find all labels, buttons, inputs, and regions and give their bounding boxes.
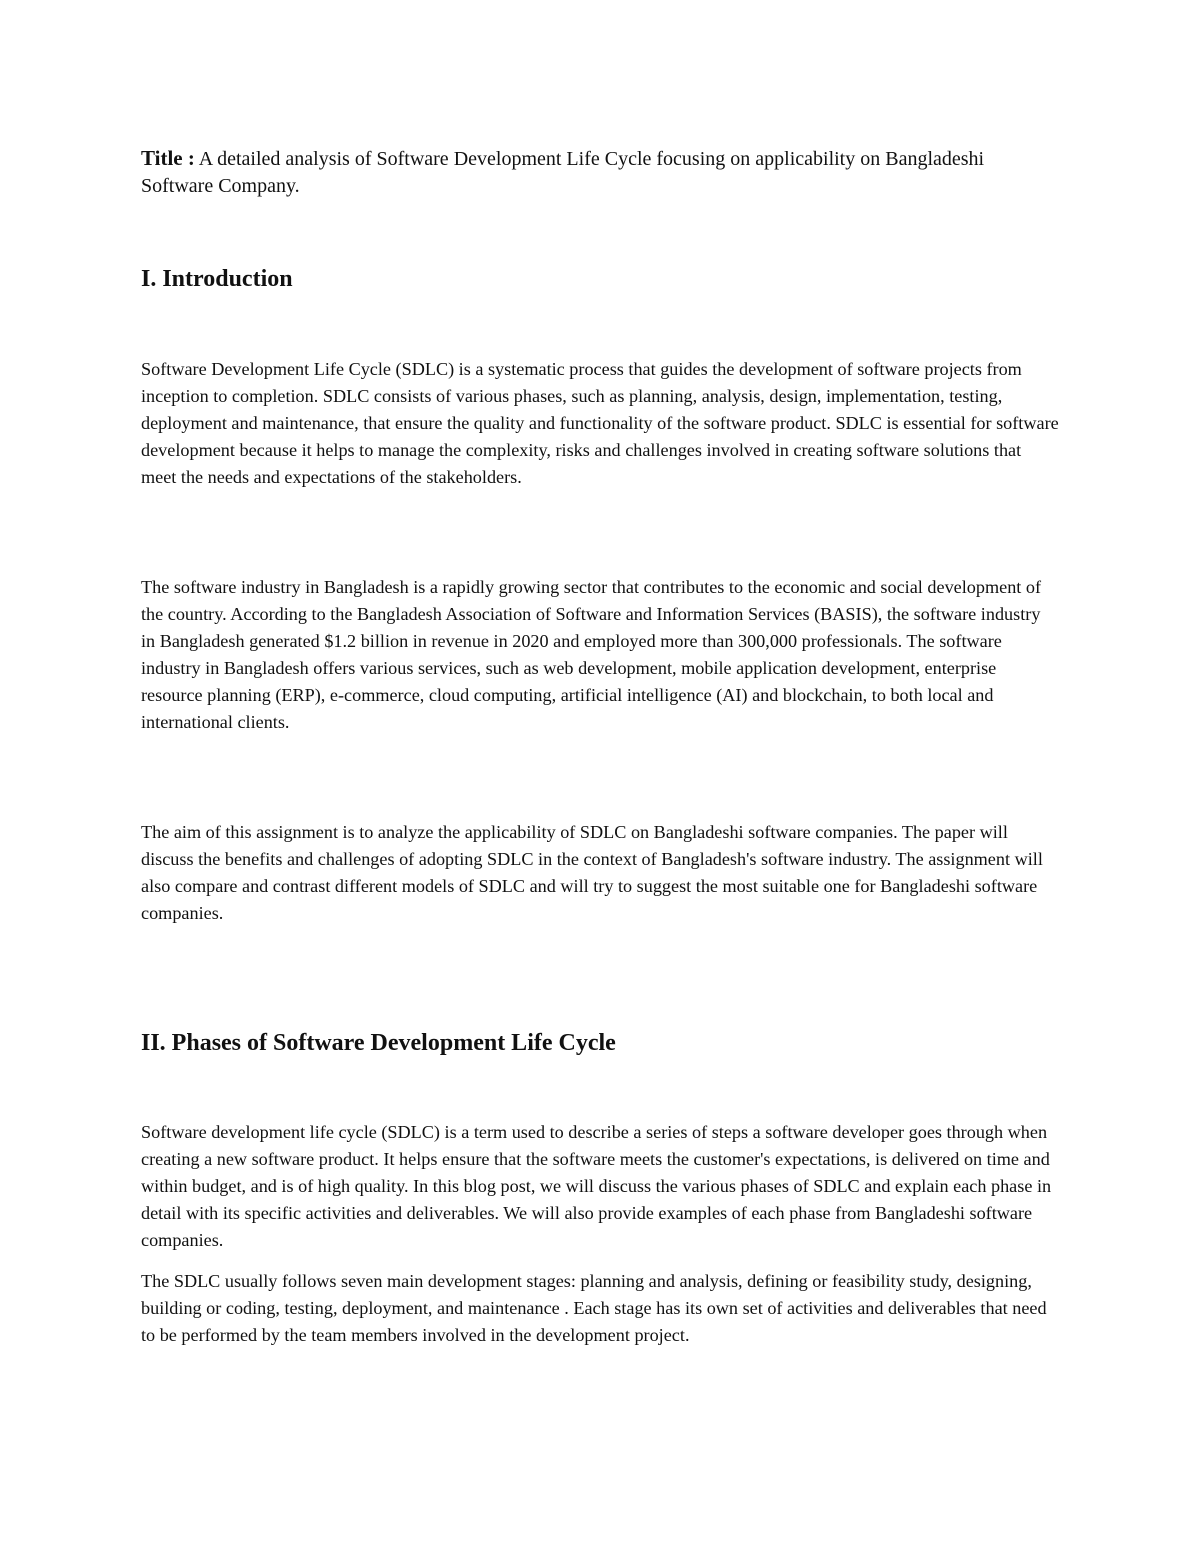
paragraph-sdlc-definition: Software Development Life Cycle (SDLC) is a systematic process that guides the development of software projects from inception to completion. SDLC consists of various phases, such as planning, analysis, design, implementation, testing, deployment and maintenance, that ensure the quality and functionality of the software product. SDLC is essential for software development because it helps to manage the complexity, risks and challenges involved in creating software solutions that meet the needs and expectations of the stakeholders. xyxy=(141,359,1059,487)
section-heading-phases: II. Phases of Software Development Life Cycle xyxy=(141,1030,616,1056)
paragraph-assignment-aim: The aim of this assignment is to analyze the applicability of SDLC on Bangladeshi software companies. The paper will discuss the benefits and challenges of adopting SDLC in the context of Bangladesh's software industry. The assignment will also compare and contrast different models of SDLC and will try to suggest the most suitable one for Bangladeshi software companies. xyxy=(141,822,1043,923)
title-text: A detailed analysis of Software Development Life Cycle focusing on applicability on Bangladeshi Software Company. xyxy=(141,148,985,197)
section-heading-introduction: I. Introduction xyxy=(141,266,293,292)
document-title xyxy=(141,145,1061,200)
paragraph-sdlc-stages: The SDLC usually follows seven main development stages: planning and analysis, defining or feasibility study, designing, building or coding, testing, deployment, and maintenance . Each stage has its own set of activities and deliverables that need to be performed by the team members involved in the development project. xyxy=(141,1271,1047,1345)
title-label: Title : xyxy=(141,146,195,170)
paragraph-bangladesh-industry: The software industry in Bangladesh is a rapidly growing sector that contributes to the economic and social development of the country. According to the Bangladesh Association of Software and Information Services (BASIS), the software industry in Bangladesh generated $1.2 billion in revenue in 2020 and employed more than 300,000 professionals. The software industry in Bangladesh offers various services, such as web development, mobile application development, enterprise resource planning (ERP), e-commerce, cloud computing, artificial intelligence (AI) and blockchain, to both local and international clients. xyxy=(141,577,1042,732)
paragraph-sdlc-overview: Software development life cycle (SDLC) is a term used to describe a series of steps a software developer goes through when creating a new software product. It helps ensure that the software meets the customer's expectations, is delivered on time and within budget, and is of high quality. In this blog post, we will discuss the various phases of SDLC and explain each phase in detail with its specific activities and deliverables. We will also provide examples of each phase from Bangladeshi software companies. xyxy=(141,1122,1052,1250)
